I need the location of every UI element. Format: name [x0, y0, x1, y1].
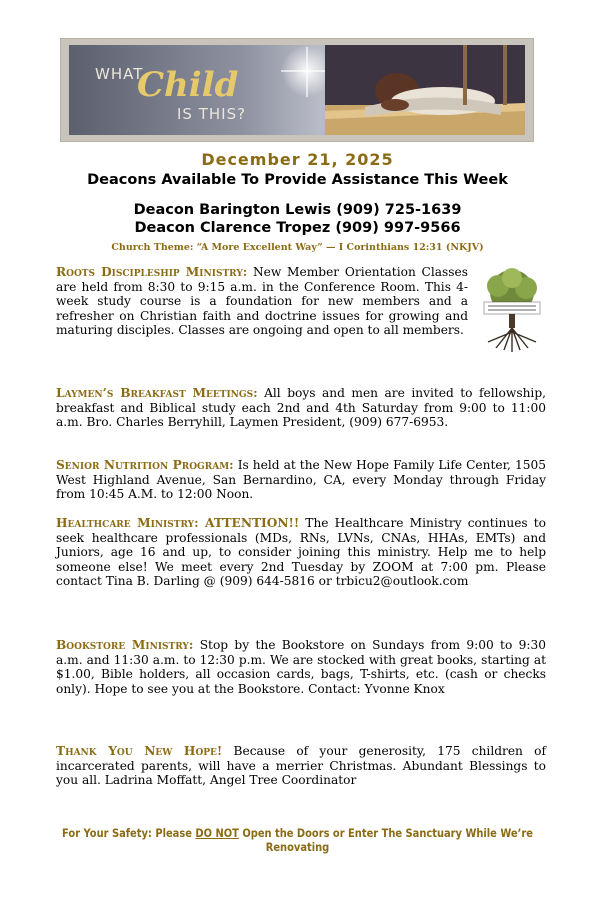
- safety-notice: [42, 826, 554, 854]
- section-heading: Senior Nutrition Program:: [56, 458, 234, 472]
- banner-child-text: Child: [137, 65, 239, 105]
- senior-nutrition-section: [56, 458, 546, 502]
- banner-what-text: WHAT: [95, 65, 144, 83]
- section-body: New Member Orientation Classes are held from 8:30 to 9:15 a.m. in the Conference Room. This 4-week study course is a foundation for new members and a refresher on Christian faith and doctrine issues for growing and maturing disciples. Classes are ongoing and open to all members.: [56, 265, 468, 338]
- deacon-contact: Deacon Clarence Tropez (909) 997-9566: [134, 220, 461, 236]
- church-theme: Church Theme: “A More Excellent Way” — I Corinthians 12:31 (NKJV): [111, 242, 484, 253]
- section-heading: Thank You New Hope!: [56, 744, 223, 758]
- section-heading: Bookstore Ministry:: [56, 638, 194, 652]
- bookstore-ministry-section: [56, 638, 546, 696]
- deacons-heading: Deacons Available To Provide Assistance This Week: [87, 172, 508, 188]
- safety-notice-emphasis: DO NOT: [195, 826, 239, 840]
- section-heading: Laymen’s Breakfast Meetings:: [56, 386, 258, 400]
- laymens-breakfast-section: [56, 386, 546, 430]
- roots-discipleship-section: [56, 265, 468, 338]
- safety-notice-text: Open the Doors or Enter The Sanctuary While We’re Renovating: [238, 826, 533, 854]
- section-heading: Roots Discipleship Ministry:: [56, 265, 248, 279]
- banner-image: [69, 45, 525, 135]
- deacon-contact: Deacon Barington Lewis (909) 725-1639: [133, 202, 462, 218]
- section-body: The Healthcare Ministry continues to seek healthcare professionals (MDs, RNs, LVNs, CNAs, HHAs, EMTs) and Juniors, age 16 and up, to consider joining this ministry. Help me to help someone else! We meet every 2nd Tuesday by ZOOM at 7:00 pm. Please contact Tina B. Darling @ (909) 644-5816 or trbicu2@outlook.com: [56, 516, 547, 589]
- section-body: Because of your generosity, 175 children of incarcerated parents, will have a merrier Christmas. Abundant Blessings to you all. Ladrina Moffatt, Angel Tree Coordinator: [56, 744, 547, 788]
- safety-notice-text: For Your Safety: Please: [62, 826, 196, 840]
- thank-you-section: [56, 744, 546, 788]
- banner-is-this-text: IS THIS?: [177, 105, 247, 123]
- section-body: Is held at the New Hope Family Life Center, 1505 West Highland Avenue, San Bernardino, CA, every Monday through Friday from 10:45 A.M. to 12:00 Noon.: [56, 458, 546, 502]
- section-heading: Healthcare Ministry: ATTENTION!!: [56, 516, 300, 530]
- bulletin-date: December 21, 2025: [201, 150, 394, 169]
- banner-what-child-is-this: [60, 38, 534, 142]
- section-body: Stop by the Bookstore on Sundays from 9:00 to 9:30 a.m. and 11:30 a.m. to 12:30 p.m. We are stocked with great books, starting at $1.00, Bible holders, all occasion cards, bags, T-shirts, etc. (cash or checks only). Hope to see you at the Bookstore. Contact: Yvonne Knox: [56, 638, 546, 696]
- healthcare-ministry-section: [56, 516, 546, 589]
- tree-of-life-logo: [476, 268, 548, 352]
- section-body: All boys and men are invited to fellowship, breakfast and Biblical study each 2nd and 4th Saturday from 9:00 to 11:00 a.m. Bro. Charles Berryhill, Laymen President, (909) 677-6953.: [56, 386, 546, 430]
- sleeping-baby-manger-image: [325, 45, 525, 135]
